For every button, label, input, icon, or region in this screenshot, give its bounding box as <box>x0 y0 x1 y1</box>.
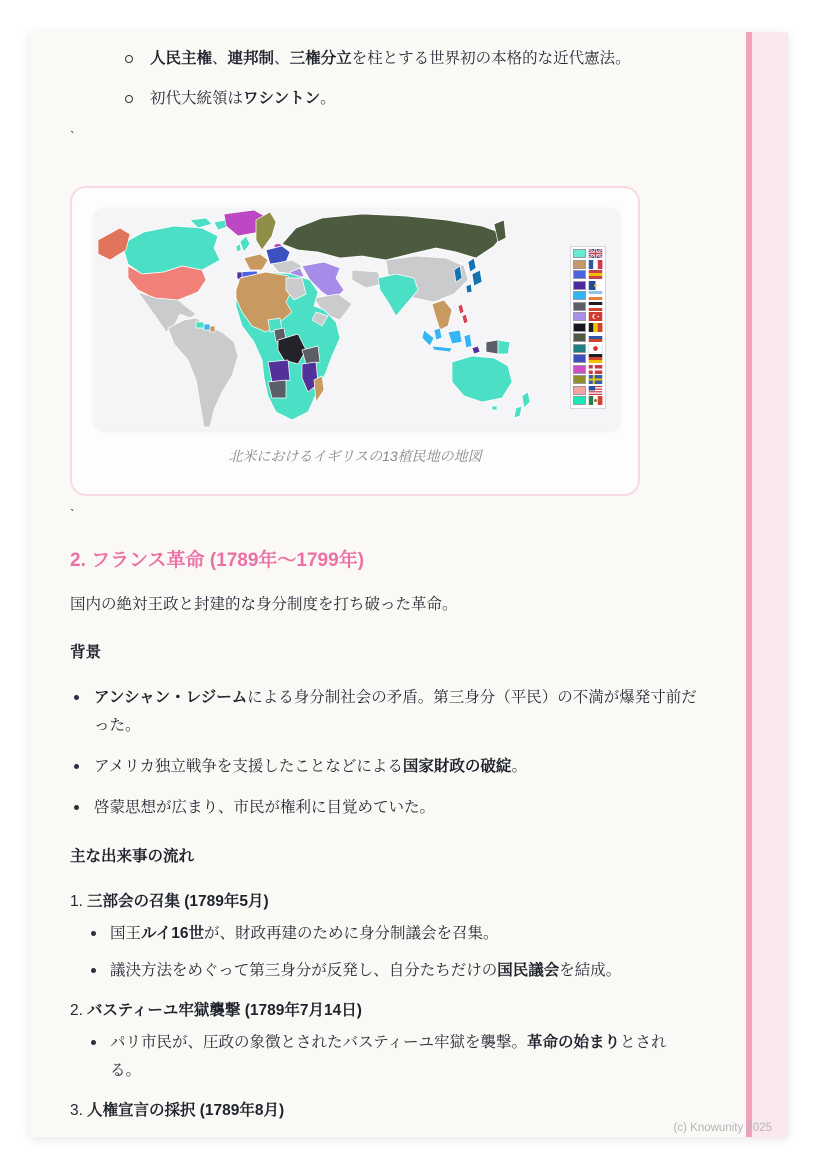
text-run: を結成。 <box>559 962 622 979</box>
bold-term: アンシャン・レジーム <box>94 689 248 706</box>
events-heading: 主な出来事の流れ <box>70 848 195 865</box>
sweden-flag-icon <box>588 375 603 384</box>
legend-color-swatch <box>573 302 586 311</box>
list-item <box>125 46 682 72</box>
text-run: 初代大統領は <box>150 90 244 107</box>
bold-term: 国家財政の破綻 <box>402 758 512 775</box>
bold-term: 革命の始まり <box>526 1034 620 1051</box>
text-run: 啓蒙思想が広まり、市民が権利に目覚めていた。 <box>94 799 436 816</box>
legend-color-swatch <box>573 260 586 269</box>
legend-color-swatch <box>573 375 586 384</box>
event-number: 3. <box>70 1102 83 1119</box>
spain-flag-icon <box>588 270 603 279</box>
legend-row-japan <box>573 344 603 354</box>
text-run: アメリカ独立戦争を支援したことなどによる <box>94 758 403 775</box>
event-title-text: 人権宣言の採択 (1789年8月) <box>86 1102 285 1119</box>
events-list <box>70 888 682 1125</box>
legend-color-swatch <box>573 396 586 405</box>
world-map-image <box>94 208 620 430</box>
legend-row-belgium <box>573 323 603 333</box>
united-kingdom-flag-icon <box>588 249 603 258</box>
constitution-points-list <box>125 46 682 112</box>
document-page <box>30 32 788 1137</box>
page-margin-stripe-light <box>752 32 788 1137</box>
legend-row-ottoman-empire <box>573 312 603 322</box>
text-run: 、 <box>274 50 290 67</box>
legend-row-mexico <box>573 396 603 406</box>
watermark: (c) Knowunity 2025 <box>673 1122 772 1134</box>
france-flag-icon <box>588 260 603 269</box>
event-number: 1. <box>70 893 83 910</box>
legend-color-swatch <box>573 344 586 353</box>
stray-backtick-2: ` <box>70 506 75 522</box>
legend-color-swatch <box>573 354 586 363</box>
netherlands-flag-icon <box>588 291 603 300</box>
figure-caption: 北米におけるイギリスの13植民地の地図 <box>228 448 482 464</box>
legend-color-swatch <box>573 281 586 290</box>
list-item <box>70 753 710 781</box>
germany-flag-icon <box>588 354 603 363</box>
text-run: が、財政再建のために身分制議会を召集。 <box>203 925 499 942</box>
event-item <box>70 1097 682 1125</box>
portugal-flag-icon <box>588 281 603 290</box>
list-item <box>70 794 710 822</box>
legend-row-russia <box>573 333 603 343</box>
event-sub-list <box>88 1029 688 1085</box>
event-title <box>70 1097 682 1125</box>
background-bullet-list <box>70 684 710 822</box>
bold-term: 三権分立 <box>289 50 352 67</box>
list-item <box>88 1029 688 1085</box>
legend-color-swatch <box>573 386 586 395</box>
event-item <box>70 888 682 985</box>
event-number: 2. <box>70 1002 83 1019</box>
bold-term: ルイ16世 <box>141 925 204 942</box>
legend-row-germany <box>573 354 603 364</box>
text-run: 国王 <box>110 925 142 942</box>
japan-flag-icon <box>588 344 603 353</box>
legend-color-swatch <box>573 365 586 374</box>
legend-color-swatch <box>573 291 586 300</box>
list-item <box>125 86 682 112</box>
text-run: 。 <box>511 758 527 775</box>
legend-row-sweden <box>573 375 603 385</box>
background-heading: 背景 <box>70 644 102 661</box>
legend-row-france <box>573 260 603 270</box>
bold-term: 国民議会 <box>497 962 560 979</box>
text-run: による身分制社会の矛盾。第三身分（平民）の不満が爆発寸前だった。 <box>94 689 697 734</box>
event-title <box>70 888 682 916</box>
world-map-svg <box>94 208 620 430</box>
denmark-flag-icon <box>588 365 603 374</box>
legend-row-united-states <box>573 386 603 396</box>
stray-backtick-1: ` <box>70 128 75 144</box>
list-item <box>88 920 688 948</box>
text-run: パリ市民が、圧政の象徴とされたバスティーユ牢獄を襲撃。 <box>110 1034 527 1051</box>
legend-color-swatch <box>573 312 586 321</box>
legend-row-spain <box>573 270 603 280</box>
legend-row-portugal <box>573 281 603 291</box>
legend-color-swatch <box>573 249 586 258</box>
bold-term: 連邦制 <box>227 50 275 67</box>
legend-row-netherlands <box>573 291 603 301</box>
text-run: 。 <box>320 90 336 107</box>
section-heading: 2. フランス革命 (1789年〜1799年) <box>70 550 365 571</box>
mexico-flag-icon <box>588 396 603 405</box>
text-run: 議決方法をめぐって第三身分が反発し、自分たちだけの <box>110 962 498 979</box>
list-item <box>70 684 710 740</box>
legend-color-swatch <box>573 323 586 332</box>
text-run: とされる。 <box>110 1034 667 1079</box>
text-run: 、 <box>212 50 228 67</box>
german-empire-flag-icon <box>588 302 603 311</box>
event-title-text: バスティーユ牢獄襲撃 (1789年7月14日) <box>86 1002 362 1019</box>
united-states-flag-icon <box>588 386 603 395</box>
event-title <box>70 997 682 1025</box>
bold-term: ワシントン <box>243 90 321 107</box>
figure-card <box>70 186 640 496</box>
legend-row-united-kingdom <box>573 249 603 259</box>
legend-row-german-empire <box>573 302 603 312</box>
event-title-text: 三部会の召集 (1789年5月) <box>86 893 269 910</box>
document-content <box>30 32 750 1125</box>
legend-color-swatch <box>573 333 586 342</box>
event-item <box>70 997 682 1085</box>
list-item <box>88 957 688 985</box>
event-sub-list <box>88 920 688 985</box>
text-run: を柱とする世界初の本格的な近代憲法。 <box>351 50 631 67</box>
legend-color-swatch <box>573 270 586 279</box>
russia-flag-icon <box>588 333 603 342</box>
map-legend <box>570 246 606 409</box>
section-intro: 国内の絶対王政と封建的な身分制度を打ち破った革命。 <box>70 596 458 613</box>
ottoman-empire-flag-icon <box>588 312 603 321</box>
belgium-flag-icon <box>588 323 603 332</box>
bold-term: 人民主権 <box>150 50 213 67</box>
legend-row-denmark <box>573 365 603 375</box>
